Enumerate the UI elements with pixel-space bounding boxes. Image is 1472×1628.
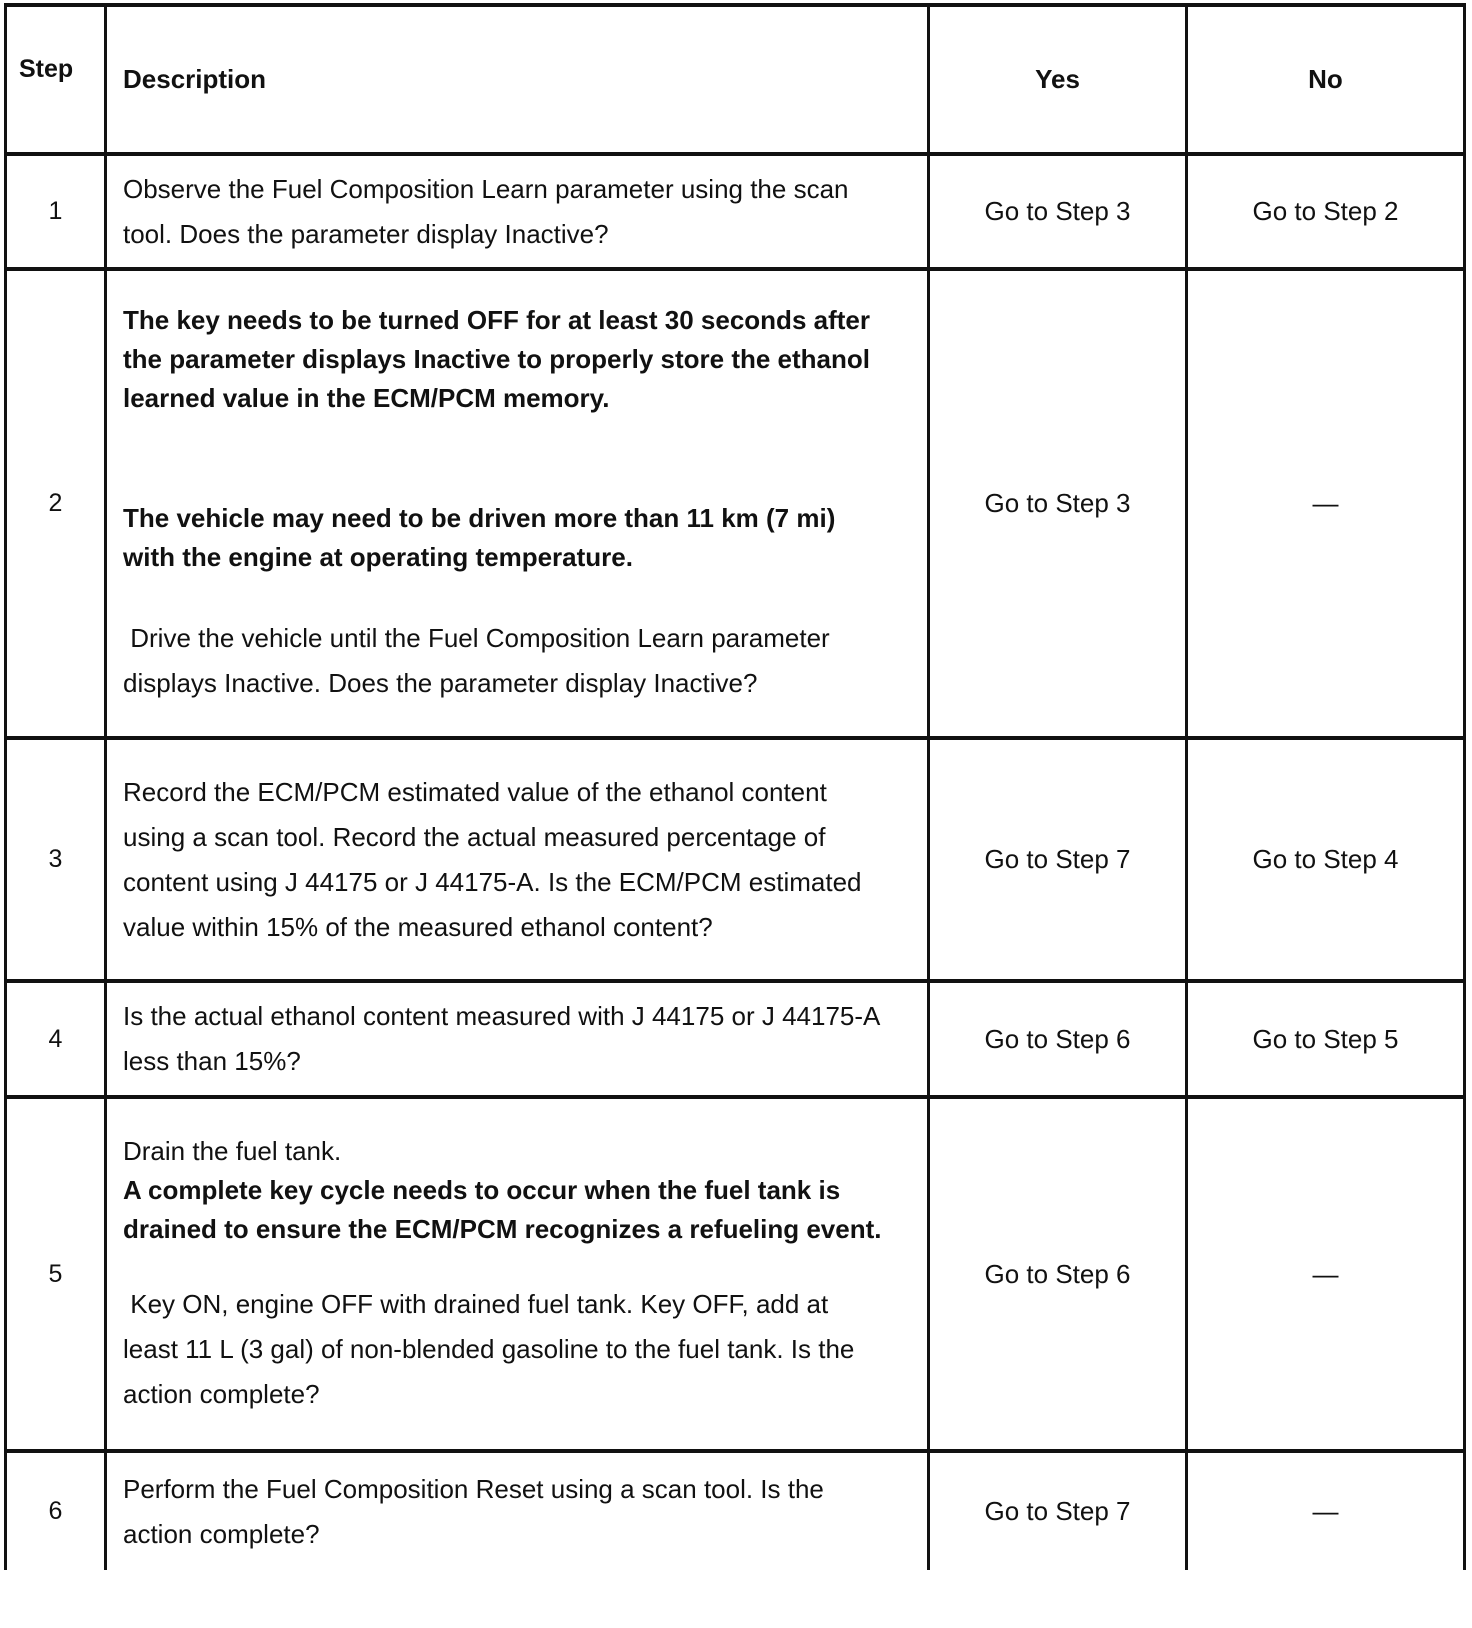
description-text: Perform the Fuel Composition Reset using a scan tool. Is the action complete? [123,1473,824,1549]
table-row [4,740,1466,983]
warning-text: The key needs to be turned OFF for at least 30 seconds after the parameter displays Inactive to properly store the ethanol learned value in the ECM/PCM memory. [123,305,870,413]
yes-action: Go to Step 3 [930,271,1188,736]
no-action: Go to Step 4 [1188,740,1466,979]
header-no: No [1188,7,1466,152]
description-text: Key ON, engine OFF with drained fuel tank. Key OFF, add at least 11 L (3 gal) of non-blended gasoline to the fuel tank. Is the action complete? [123,1289,862,1409]
table-row [4,271,1466,740]
yes-action: Go to Step 7 [930,740,1188,979]
step-description [107,1453,930,1570]
step-description [107,1099,930,1449]
table-row [4,156,1466,271]
step-number: 4 [4,983,107,1095]
yes-action: Go to Step 3 [930,156,1188,267]
diagnostic-table [4,3,1466,1570]
header-step: Step [4,7,107,152]
step-description [107,156,930,267]
step-number: 6 [4,1453,107,1570]
description-text: Observe the Fuel Composition Learn parameter using the scan tool. Does the parameter display Inactive? [123,173,849,249]
yes-action: Go to Step 6 [930,1099,1188,1449]
no-action: — [1188,1099,1466,1449]
yes-action: Go to Step 6 [930,983,1188,1095]
table-header-row [4,7,1466,156]
table-row [4,983,1466,1099]
table-row [4,1453,1466,1570]
no-action: — [1188,271,1466,736]
step-description [107,983,930,1095]
description-text: Drive the vehicle until the Fuel Composition Learn parameter displays Inactive. Does the parameter display Inactive? [123,623,837,698]
description-text: Drain the fuel tank. [123,1136,342,1166]
table-row [4,1099,1466,1453]
step-number: 1 [4,156,107,267]
step-number: 3 [4,740,107,979]
description-text: Record the ECM/PCM estimated value of the ethanol content using a scan tool. Record the actual measured percentage of content using J 44175 or J 44175-A. Is the ECM/PCM estimated value within 15% of the measured ethanol content? [123,776,862,942]
no-action: Go to Step 2 [1188,156,1466,267]
description-text: Is the actual ethanol content measured with J 44175 or J 44175-A less than 15%? [123,1001,879,1076]
step-number: 2 [4,271,107,736]
warning-text: The vehicle may need to be driven more than 11 km (7 mi) with the engine at operating temperature. [123,503,836,572]
step-number: 5 [4,1099,107,1449]
no-action: — [1188,1453,1466,1570]
header-description: Description [107,7,930,152]
header-yes: Yes [930,7,1188,152]
step-description [107,271,930,736]
yes-action: Go to Step 7 [930,1453,1188,1570]
no-action: Go to Step 5 [1188,983,1466,1095]
step-description [107,740,930,979]
warning-text: A complete key cycle needs to occur when the fuel tank is drained to ensure the ECM/PCM recognizes a refueling event. [123,1175,882,1244]
